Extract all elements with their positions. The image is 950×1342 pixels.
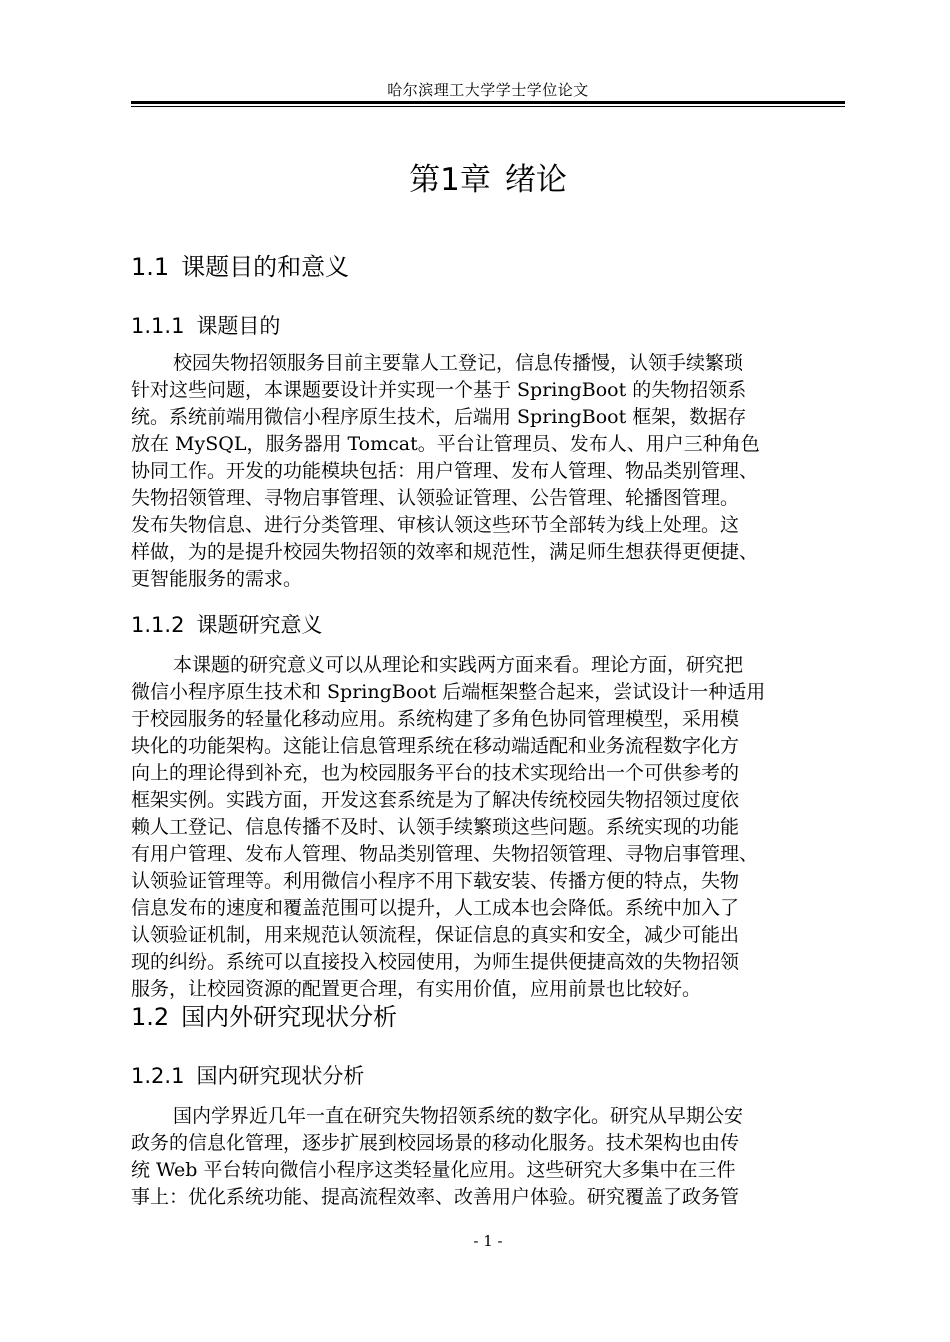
running-header: 哈尔滨理工大学学士学位论文 <box>387 81 589 99</box>
text-line: 赖人工登记、信息传播不及时、认领手续繁琐这些问题。系统实现的功能 <box>131 816 740 838</box>
text-line: 本课题的研究意义可以从理论和实践两方面来看。理论方面，研究把 <box>173 654 744 676</box>
text-line: 政务的信息化管理，逐步扩展到校园场景的移动化服务。技术架构也由传 <box>131 1132 740 1154</box>
section-number: 1.1.2 <box>131 613 185 637</box>
section-number: 1.1 <box>131 253 170 281</box>
text-line: 框架实例。实践方面，开发这套系统是为了解决传统校园失物招领过度依 <box>131 789 740 811</box>
text-line: 事上：优化系统功能、提高流程效率、改善用户体验。研究覆盖了政务管 <box>131 1186 740 1208</box>
section-heading-1-1-2 <box>131 609 322 639</box>
section-title: 国内外研究现状分析 <box>181 1003 398 1031</box>
text-line: 针对这些问题，本课题要设计并实现一个基于 SpringBoot 的失物招领系 <box>131 379 747 401</box>
paragraph-purpose <box>131 350 845 593</box>
paragraph-domestic-research <box>131 1103 845 1211</box>
text-line: 协同工作。开发的功能模块包括：用户管理、发布人管理、物品类别管理、 <box>131 460 759 482</box>
text-line: 失物招领管理、寻物启事管理、认领验证管理、公告管理、轮播图管理。 <box>131 487 740 509</box>
text-line: 微信小程序原生技术和 SpringBoot 后端框架整合起来，尝试设计一种适用 <box>131 681 766 703</box>
paragraph-significance <box>131 652 845 1003</box>
section-number: 1.2.1 <box>131 1064 185 1088</box>
section-title: 课题研究意义 <box>196 613 323 637</box>
text-line: 发布失物信息、进行分类管理、审核认领这些环节全部转为线上处理。这 <box>131 514 740 536</box>
page-number: - 1 - <box>473 1232 503 1250</box>
text-line: 国内学界近几年一直在研究失物招领系统的数字化。研究从早期公安 <box>173 1105 744 1127</box>
text-line: 统。系统前端用微信小程序原生技术，后端用 SpringBoot 框架，数据存 <box>131 406 747 428</box>
text-line: 现的纠纷。系统可以直接投入校园使用，为师生提供便捷高效的失物招领 <box>131 951 740 973</box>
text-line: 认领验证机制，用来规范认领流程，保证信息的真实和安全，减少可能出 <box>131 924 740 946</box>
section-number: 1.2 <box>131 1003 170 1031</box>
section-heading-1-2-1 <box>131 1060 364 1090</box>
text-line: 块化的功能架构。这能让信息管理系统在移动端适配和业务流程数字化方 <box>131 735 740 757</box>
section-title: 国内研究现状分析 <box>196 1064 365 1088</box>
text-line: 认领验证管理等。利用微信小程序不用下载安装、传播方便的特点，失物 <box>131 870 740 892</box>
chapter-number: 第1章 <box>409 162 491 198</box>
text-line: 统 Web 平台转向微信小程序这类轻量化应用。这些研究大多集中在三件 <box>131 1159 736 1181</box>
section-number: 1.1.1 <box>131 314 185 338</box>
chapter-title <box>131 154 845 199</box>
text-line: 服务，让校园资源的配置更合理，有实用价值，应用前景也比较好。 <box>131 978 702 1000</box>
section-heading-1-2 <box>131 997 397 1032</box>
section-heading-1-1 <box>131 247 349 282</box>
header-rule-thin <box>131 106 845 107</box>
chapter-name: 绪论 <box>504 162 567 198</box>
text-line: 更智能服务的需求。 <box>131 568 303 590</box>
text-line: 有用户管理、发布人管理、物品类别管理、失物招领管理、寻物启事管理、 <box>131 843 759 865</box>
section-title: 课题目的和意义 <box>181 253 350 281</box>
text-line: 放在 MySQL，服务器用 Tomcat。平台让管理员、发布人、用户三种角色 <box>131 433 760 455</box>
section-heading-1-1-1 <box>131 310 280 340</box>
text-line: 于校园服务的轻量化移动应用。系统构建了多角色协同管理模型，采用模 <box>131 708 740 730</box>
text-line: 信息发布的速度和覆盖范围可以提升，人工成本也会降低。系统中加入了 <box>131 897 740 919</box>
text-line: 校园失物招领服务目前主要靠人工登记，信息传播慢，认领手续繁琐 <box>173 352 744 374</box>
header-rule-thick <box>131 101 845 104</box>
text-line: 样做，为的是提升校园失物招领的效率和规范性，满足师生想获得更便捷、 <box>131 541 759 563</box>
text-line: 向上的理论得到补充，也为校园服务平台的技术实现给出一个可供参考的 <box>131 762 740 784</box>
section-title: 课题目的 <box>196 314 281 338</box>
